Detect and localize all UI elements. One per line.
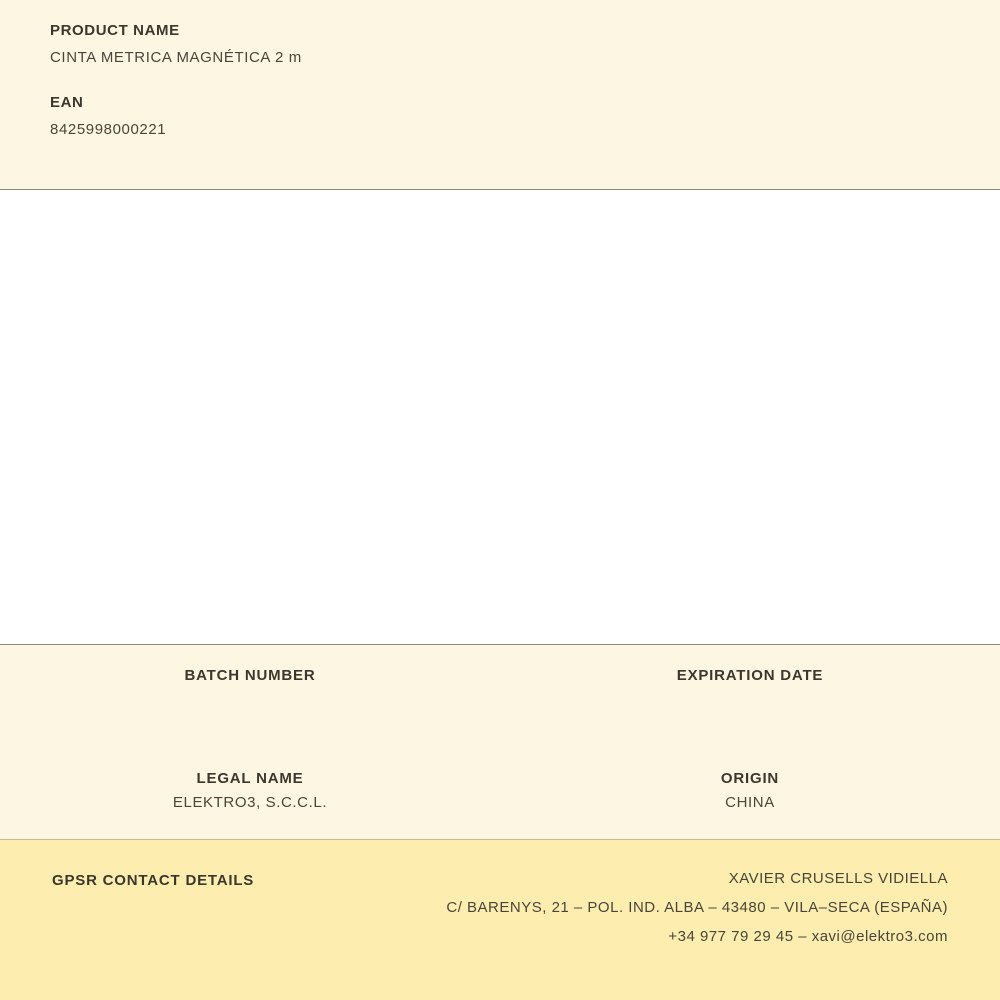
- product-name-field: [50, 22, 950, 66]
- legal-name-label: LEGAL NAME: [196, 770, 304, 787]
- details-row-spacer: [0, 708, 1000, 770]
- product-name-label: PRODUCT NAME: [50, 22, 180, 39]
- ean-label: EAN: [50, 94, 84, 111]
- product-details-block: [0, 645, 1000, 840]
- gpsr-contact-block: [0, 840, 1000, 1000]
- legal-name-value: ELEKTRO3, S.C.C.L.: [172, 794, 328, 811]
- product-identification-block: [0, 0, 1000, 190]
- legal-origin-row: [0, 770, 1000, 811]
- gpsr-contact-name: XAVIER CRUSELLS VIDIELLA: [728, 870, 948, 887]
- legal-name-field: [0, 770, 500, 811]
- gpsr-contact-lines: [254, 870, 948, 945]
- batch-number-value: [0, 691, 500, 708]
- gpsr-contact-address: C/ BARENYS, 21 – POL. IND. ALBA – 43480 – VILA–SECA (ESPAÑA): [446, 899, 948, 916]
- expiration-date-field: [500, 667, 1000, 708]
- blank-content-area: [0, 190, 1000, 645]
- ean-value: 8425998000221: [50, 121, 167, 138]
- origin-value: CHINA: [725, 794, 775, 811]
- expiration-date-value: [500, 691, 1000, 708]
- ean-field: [50, 94, 950, 138]
- batch-number-field: [0, 667, 500, 708]
- batch-expiration-row: [0, 667, 1000, 708]
- gpsr-contact-phone-email: +34 977 79 29 45 – xavi@elektro3.com: [668, 928, 948, 945]
- expiration-date-label: EXPIRATION DATE: [676, 667, 824, 684]
- origin-label: ORIGIN: [720, 770, 780, 787]
- origin-field: [500, 770, 1000, 811]
- gpsr-contact-title: GPSR CONTACT DETAILS: [52, 872, 255, 889]
- batch-number-label: BATCH NUMBER: [184, 667, 316, 684]
- product-name-value: CINTA METRICA MAGNÉTICA 2 m: [50, 49, 302, 66]
